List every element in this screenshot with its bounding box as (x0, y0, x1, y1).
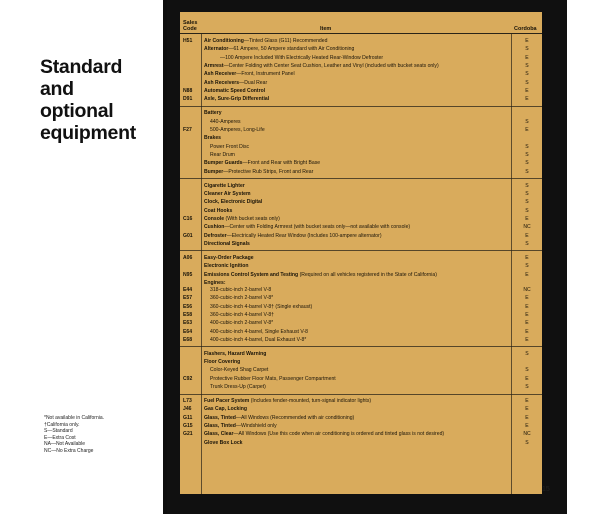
cordoba-availability: E (525, 398, 529, 404)
header-rule (180, 33, 542, 34)
item-text: Electronic Ignition (204, 263, 249, 270)
item-text: Color-Keyed Shag Carpet (210, 367, 269, 374)
item-text: —100 Ampere Included With Electrically Heated Rear-Window Defroster (220, 54, 384, 61)
table-row (180, 54, 542, 62)
table-row (180, 271, 542, 279)
cordoba-availability: S (525, 46, 529, 53)
cordoba-availability: E (525, 423, 529, 430)
sales-code: E58 (183, 311, 193, 318)
section-separator (180, 178, 542, 179)
cordoba-availability: S (525, 190, 529, 197)
table-row (180, 126, 542, 134)
cordoba-availability: NC (523, 431, 531, 438)
item-text: 318-cubic-inch 2-barrel V-8 (210, 286, 272, 293)
page-heading (40, 56, 165, 144)
cordoba-availability: S (525, 207, 529, 214)
item-text: Automatic Speed Control (204, 88, 266, 95)
table-row (180, 254, 542, 262)
table-row (180, 439, 542, 447)
cordoba-availability: E (525, 303, 529, 310)
cordoba-availability: S (525, 384, 529, 391)
cordoba-availability: S (525, 367, 529, 374)
table-row (180, 397, 542, 405)
table-row (180, 134, 542, 142)
item-text: Battery (204, 110, 222, 117)
table-row (180, 45, 542, 53)
cordoba-availability: S (525, 118, 529, 125)
cordoba-availability: S (525, 439, 529, 446)
legend-line: *Not available in California. (44, 415, 105, 421)
equipment-table (180, 12, 542, 494)
table-row (180, 405, 542, 413)
table-row (180, 262, 542, 270)
cordoba-availability: S (525, 143, 529, 150)
cordoba-availability: E (525, 406, 529, 413)
table-row (180, 430, 542, 438)
header-sales-code-line1: Sales (183, 20, 198, 26)
sales-code: E64 (183, 328, 193, 335)
sales-code: G01 (183, 232, 193, 239)
section-separator (180, 250, 542, 251)
item-text: Trunk Dress-Up (Carpet) (210, 384, 266, 391)
cordoba-availability: E (525, 96, 529, 103)
legend-line: NC—No Extra Charge (44, 447, 94, 454)
table-row (180, 336, 542, 344)
item-text: Cushion—Center with Folding Armrest (with bucket seats only—not available with console) (204, 224, 411, 231)
sales-code: L73 (183, 398, 192, 404)
heading-line: and (40, 78, 74, 100)
sales-code: G15 (183, 423, 193, 430)
table-row (180, 223, 542, 231)
item-text: Easy-Order Package (204, 254, 254, 261)
table-row (180, 286, 542, 294)
sales-code: N95 (183, 271, 193, 278)
table-row (180, 143, 542, 151)
item-text: Air Conditioning—Tinted Glass (G11) Recommended (204, 38, 328, 44)
table-row (180, 240, 542, 248)
sales-code: G11 (183, 414, 193, 421)
table-row (180, 350, 542, 358)
item-text: Protective Rubber Floor Mats, Passenger Compartment (210, 375, 336, 382)
cordoba-availability: E (525, 254, 529, 261)
sales-code: C16 (183, 216, 193, 222)
item-text: 500-Amperes, Long-Life (210, 127, 265, 133)
table-row (180, 311, 542, 319)
table-row (180, 383, 542, 391)
item-text: Glove Box Lock (204, 439, 243, 446)
table-row (180, 328, 542, 336)
heading-line: equipment (40, 122, 136, 144)
cordoba-availability: E (525, 311, 529, 318)
item-text: Glass, Tinted—Windshield only (204, 423, 277, 430)
item-text: Floor Covering (204, 359, 241, 366)
cordoba-availability: S (525, 160, 529, 167)
cordoba-availability: E (525, 320, 529, 327)
heading-line: Standard (40, 56, 123, 78)
sales-code: E44 (183, 286, 193, 293)
cordoba-availability: S (525, 182, 529, 189)
cordoba-availability: E (525, 414, 529, 421)
cordoba-availability: NC (523, 224, 531, 231)
legend-line: E—Extra Cost (44, 434, 76, 441)
table-row (180, 37, 542, 45)
item-text: Coat Hooks (204, 207, 233, 214)
sales-code: E57 (183, 295, 193, 302)
cordoba-availability: S (525, 63, 529, 70)
item-text: Alternator—61 Ampere, 50 Ampere standard with Air Conditioning (204, 46, 355, 53)
item-text: Defroster—Electrically Heated Rear Window (Includes 100-ampere alternator) (204, 232, 382, 239)
table-row (180, 422, 542, 430)
cordoba-availability: E (525, 336, 529, 343)
item-text: Ash Receivers—Dual Rear (204, 79, 268, 86)
item-text: Emissions Control System and Testing (Required on all vehicles registered in the State of California) (204, 271, 437, 278)
table-row (180, 182, 542, 190)
item-text: Glass, Clear—All Windows (Use this code when air conditioning is ordered and tinted glass is not desired) (204, 431, 445, 438)
item-text: Flashers, Hazard Warning (204, 350, 267, 357)
item-text: Bumper Guards—Front and Rear with Bright Base (204, 160, 321, 167)
item-text: Clock, Electronic Digital (204, 199, 263, 206)
table-row (180, 109, 542, 117)
header-item: Item (320, 26, 332, 32)
table-row (180, 198, 542, 206)
item-text: 400-cubic-inch 4-barrel, Dual Exhaust V-8* (210, 336, 307, 343)
sales-code: N88 (183, 88, 193, 95)
cordoba-availability: NC (523, 286, 531, 293)
sales-code: D91 (183, 96, 193, 103)
table-row (180, 151, 542, 159)
cordoba-availability: S (525, 199, 529, 206)
item-text: 440-Amperes (210, 118, 241, 125)
cordoba-availability: E (525, 295, 529, 302)
cordoba-availability: E (525, 328, 529, 335)
item-text: Bumper—Protective Rub Strips, Front and Rear (204, 168, 314, 175)
cordoba-availability: E (525, 216, 529, 222)
sales-code: A06 (183, 254, 193, 261)
table-row (180, 62, 542, 70)
sales-code: E56 (183, 303, 193, 310)
legend (44, 415, 164, 455)
item-text: Engines: (204, 279, 226, 286)
right-page-margin (567, 0, 600, 514)
cordoba-availability: S (525, 71, 529, 78)
cordoba-availability: E (525, 271, 529, 278)
item-text: Rear Drum (210, 152, 235, 159)
cordoba-availability: E (525, 375, 529, 382)
item-text: Brakes (204, 135, 221, 142)
cordoba-availability: S (525, 168, 529, 175)
item-text: 360-cubic-inch 4-barrel V-8† (Single exhaust) (210, 303, 313, 310)
table-row (180, 207, 542, 215)
table-row (180, 70, 542, 78)
cordoba-availability: S (525, 241, 529, 248)
item-text: 400-cubic-inch 2-barrel V-8* (210, 320, 274, 327)
header-cordoba: Cordoba (514, 26, 537, 32)
item-text: Cleaner Air System (204, 190, 251, 197)
legend-line: S—Standard (44, 428, 73, 435)
table-row (180, 358, 542, 366)
cordoba-availability: E (525, 88, 529, 95)
table-row (180, 366, 542, 374)
sales-code: J46 (183, 406, 192, 413)
sales-code: C92 (183, 375, 193, 382)
sales-code: E68 (183, 336, 193, 343)
item-text: Power Front Disc (210, 143, 250, 150)
item-text: Axle, Sure-Grip Differential (204, 96, 270, 103)
table-row (180, 303, 542, 311)
cordoba-availability: E (525, 232, 529, 239)
cordoba-availability: S (525, 79, 529, 86)
item-text: Ash Receiver—Front, Instrument Panel (204, 71, 295, 78)
table-row (180, 232, 542, 240)
legend-line: NA—Not Available (44, 441, 86, 448)
table-row (180, 294, 542, 302)
table-row (180, 159, 542, 167)
section-separator (180, 346, 542, 347)
header-sales-code-line2: Code (183, 26, 197, 32)
cordoba-availability: S (525, 350, 529, 357)
sales-code: G21 (183, 431, 193, 438)
table-row (180, 215, 542, 223)
table-row (180, 414, 542, 422)
table-row (180, 95, 542, 103)
item-text: 400-cubic-inch 4-barrel, Single Exhaust V-8 (210, 328, 308, 335)
item-text: Gas Cap, Locking (204, 406, 248, 413)
sales-code: F27 (183, 127, 192, 133)
item-text: Directional Signals (204, 241, 250, 248)
item-text: Fuel Pacer System (Includes fender-mounted, turn-signal indicator lights) (204, 398, 372, 404)
table-row (180, 87, 542, 95)
item-text: Glass, Tinted—All Windows (Recommended with air conditioning) (204, 414, 355, 421)
item-text: Armrest—Center Folding with Center Seat Cushion, Leather and Vinyl (included with bucket seats only) (204, 63, 439, 70)
table-row (180, 118, 542, 126)
section-separator (180, 106, 542, 107)
item-text: 360-cubic-inch 4-barrel V-8† (210, 311, 274, 318)
table-row (180, 319, 542, 327)
cordoba-availability: E (525, 54, 529, 61)
cordoba-availability: E (525, 127, 529, 133)
sales-code: E63 (183, 320, 193, 327)
cordoba-availability: E (525, 38, 529, 44)
cordoba-availability: S (525, 152, 529, 159)
cordoba-availability: S (525, 263, 529, 270)
table-row (180, 168, 542, 176)
item-text: Cigarette Lighter (204, 182, 245, 189)
table-row (180, 79, 542, 87)
table-row (180, 375, 542, 383)
legend-line: †California only. (44, 421, 80, 428)
section-separator (180, 394, 542, 395)
sales-code: H51 (183, 38, 193, 44)
page-number: 15 (542, 486, 550, 493)
header-sales-code (183, 20, 205, 32)
item-text: 360-cubic-inch 2-barrel V-8* (210, 295, 274, 302)
table-row (180, 190, 542, 198)
item-text: Console (With bucket seats only) (204, 216, 280, 222)
heading-line: optional (40, 100, 114, 122)
